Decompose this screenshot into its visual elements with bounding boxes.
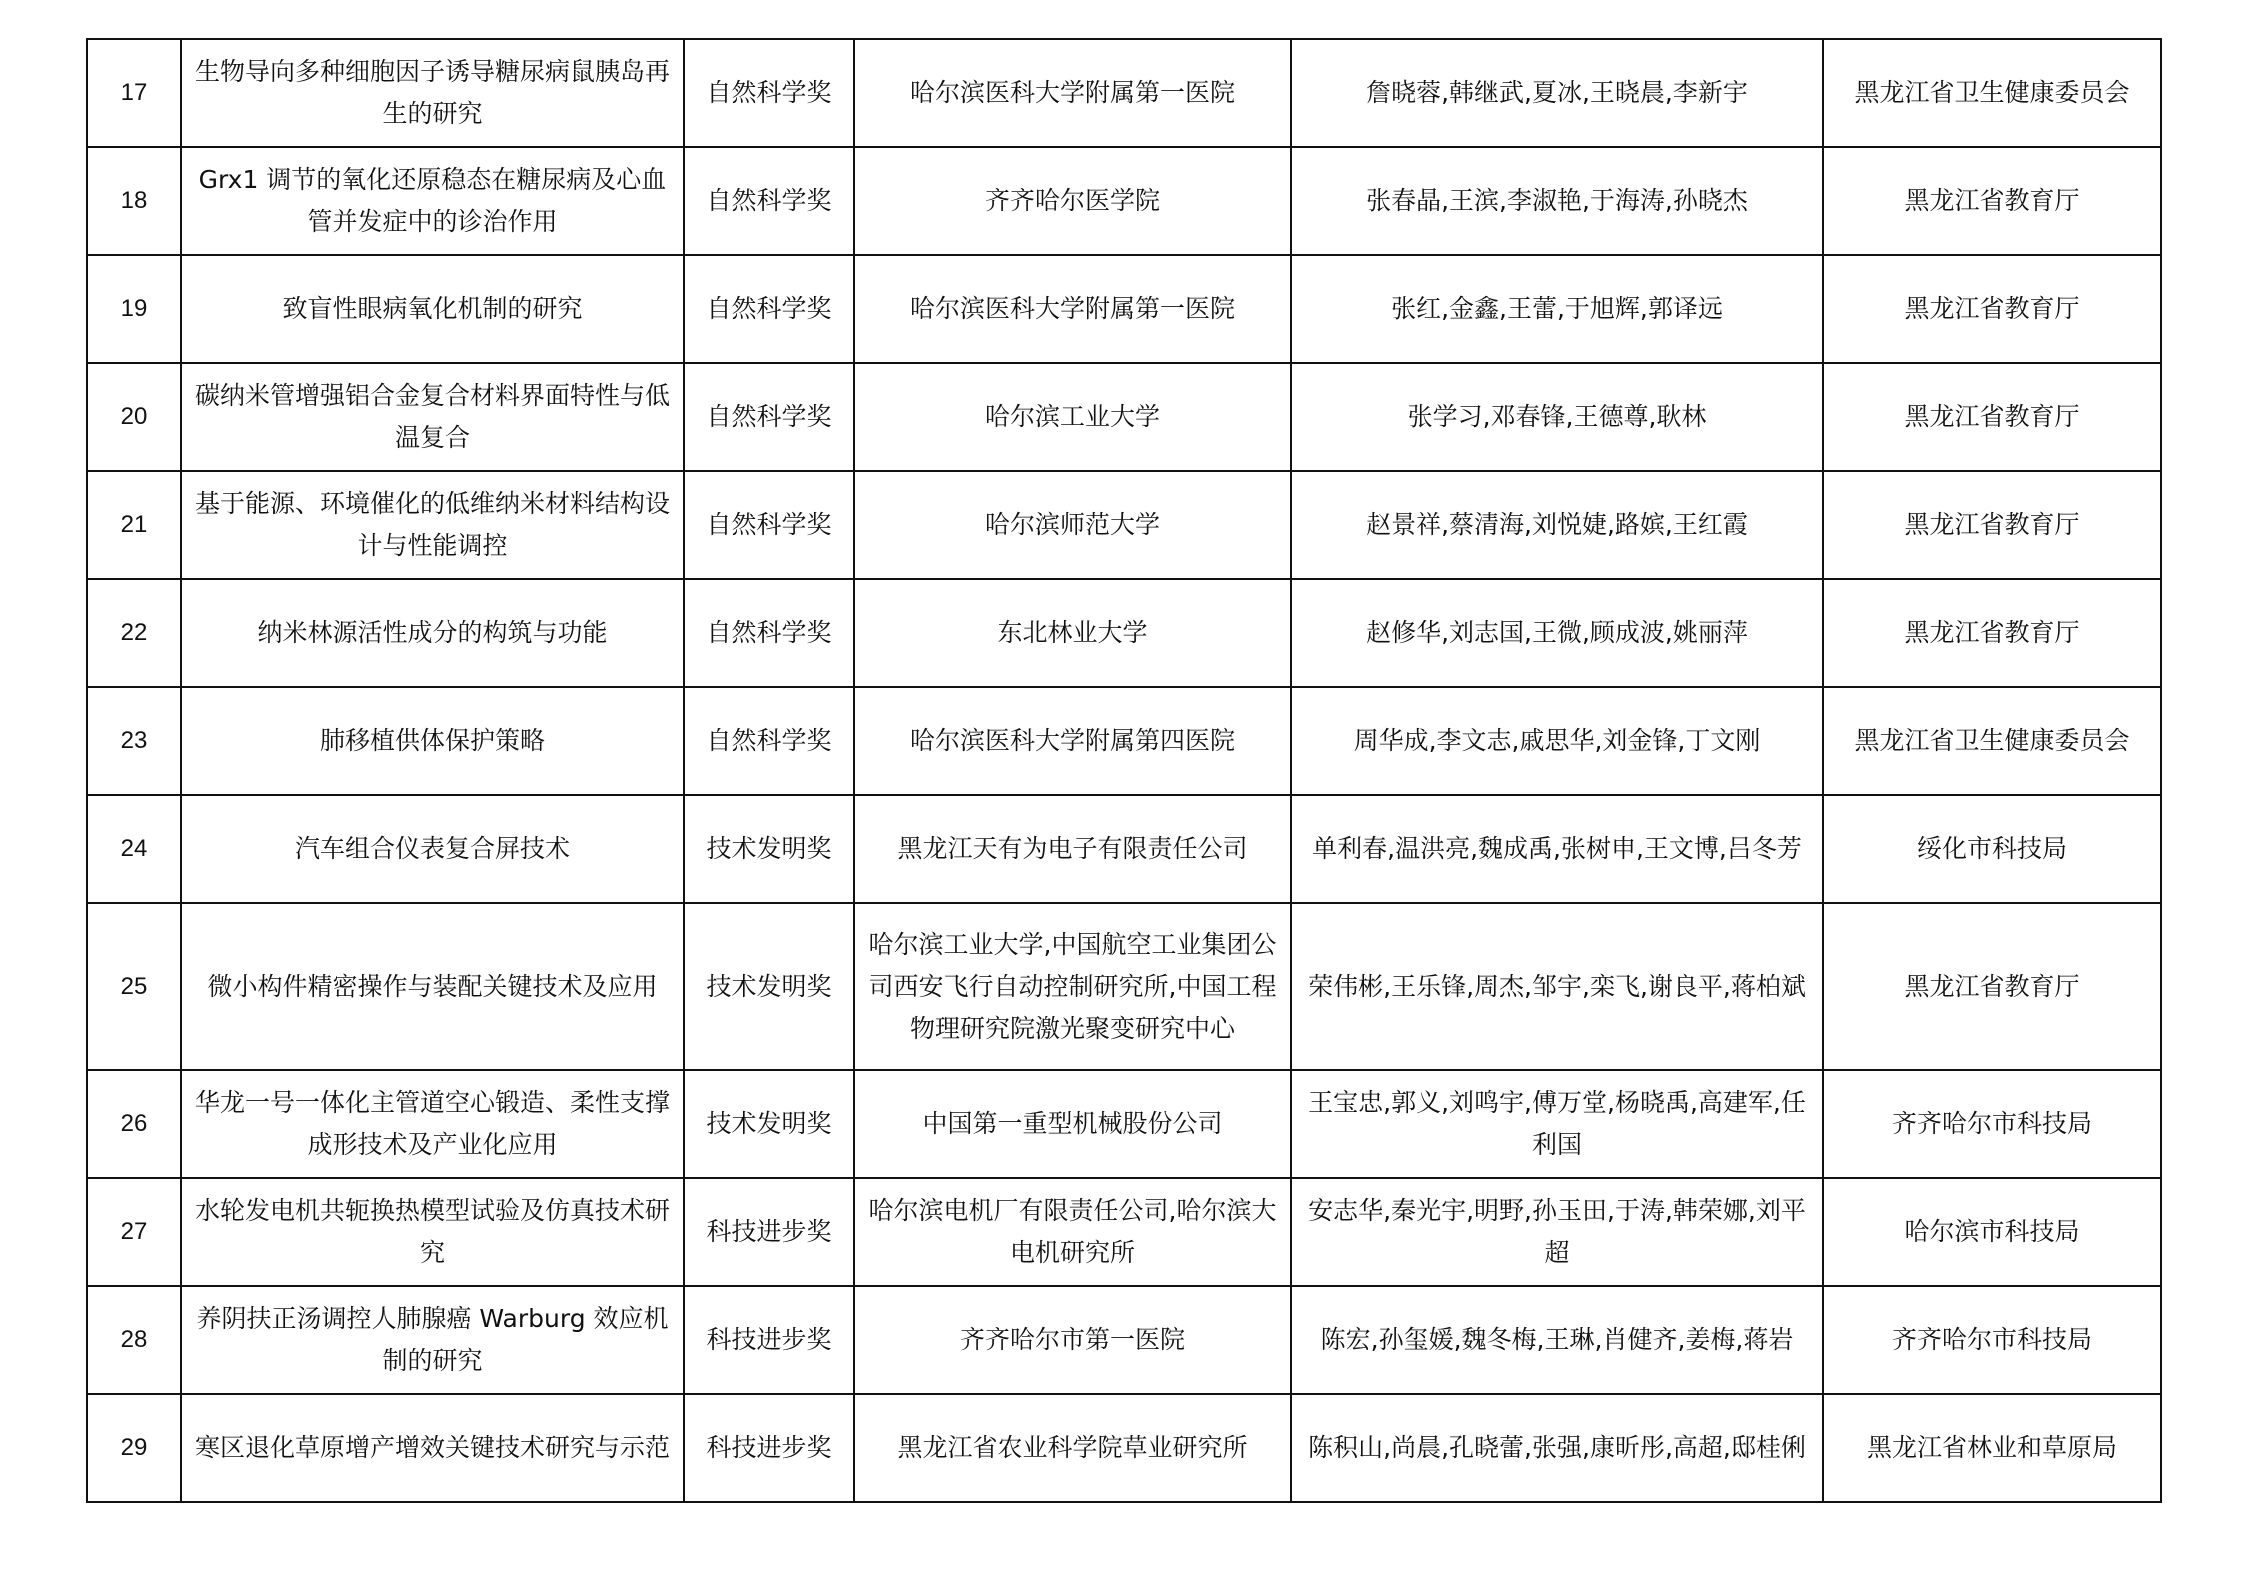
nominating-unit: 黑龙江省教育厅	[1823, 255, 2161, 363]
award-type: 科技进步奖	[684, 1178, 854, 1286]
row-number: 28	[87, 1286, 181, 1394]
nominating-unit: 黑龙江省卫生健康委员会	[1823, 39, 2161, 147]
award-type: 自然科学奖	[684, 687, 854, 795]
completing-unit: 哈尔滨医科大学附属第四医院	[854, 687, 1291, 795]
nominating-unit: 黑龙江省教育厅	[1823, 363, 2161, 471]
completing-unit: 东北林业大学	[854, 579, 1291, 687]
row-number: 18	[87, 147, 181, 255]
completing-unit: 哈尔滨师范大学	[854, 471, 1291, 579]
project-name: 生物导向多种细胞因子诱导糖尿病鼠胰岛再生的研究	[181, 39, 684, 147]
nominating-unit: 齐齐哈尔市科技局	[1823, 1070, 2161, 1178]
award-type: 科技进步奖	[684, 1286, 854, 1394]
nominating-unit: 黑龙江省卫生健康委员会	[1823, 687, 2161, 795]
row-number: 20	[87, 363, 181, 471]
completing-people: 张学习,邓春锋,王德尊,耿林	[1291, 363, 1823, 471]
table-row	[87, 579, 2161, 687]
completing-unit: 哈尔滨医科大学附属第一医院	[854, 39, 1291, 147]
nominating-unit: 黑龙江省教育厅	[1823, 579, 2161, 687]
award-type: 技术发明奖	[684, 1070, 854, 1178]
table-row	[87, 255, 2161, 363]
completing-people: 张红,金鑫,王蕾,于旭辉,郭译远	[1291, 255, 1823, 363]
table-row	[87, 795, 2161, 903]
award-type: 自然科学奖	[684, 471, 854, 579]
completing-unit: 哈尔滨工业大学	[854, 363, 1291, 471]
completing-people: 王宝忠,郭义,刘鸣宇,傅万堂,杨晓禹,高建军,任利国	[1291, 1070, 1823, 1178]
table-row	[87, 147, 2161, 255]
completing-people: 安志华,秦光宇,明野,孙玉田,于涛,韩荣娜,刘平超	[1291, 1178, 1823, 1286]
table-row	[87, 1286, 2161, 1394]
table-row	[87, 363, 2161, 471]
row-number: 22	[87, 579, 181, 687]
completing-people: 张春晶,王滨,李淑艳,于海涛,孙晓杰	[1291, 147, 1823, 255]
project-name: 水轮发电机共轭换热模型试验及仿真技术研究	[181, 1178, 684, 1286]
project-name: 碳纳米管增强铝合金复合材料界面特性与低温复合	[181, 363, 684, 471]
award-type: 自然科学奖	[684, 147, 854, 255]
row-number: 27	[87, 1178, 181, 1286]
completing-unit: 黑龙江省农业科学院草业研究所	[854, 1394, 1291, 1502]
row-number: 21	[87, 471, 181, 579]
award-type: 自然科学奖	[684, 579, 854, 687]
completing-unit: 哈尔滨工业大学,中国航空工业集团公司西安飞行自动控制研究所,中国工程物理研究院激光聚变研究中心	[854, 903, 1291, 1070]
project-name: 汽车组合仪表复合屏技术	[181, 795, 684, 903]
row-number: 29	[87, 1394, 181, 1502]
table-row	[87, 1178, 2161, 1286]
completing-people: 陈宏,孙玺媛,魏冬梅,王琳,肖健齐,姜梅,蒋岩	[1291, 1286, 1823, 1394]
table-row	[87, 687, 2161, 795]
table-row	[87, 39, 2161, 147]
award-table	[86, 38, 2162, 1503]
table-row	[87, 903, 2161, 1070]
project-name: 寒区退化草原增产增效关键技术研究与示范	[181, 1394, 684, 1502]
nominating-unit: 黑龙江省教育厅	[1823, 147, 2161, 255]
project-name: 微小构件精密操作与装配关键技术及应用	[181, 903, 684, 1070]
completing-unit: 哈尔滨医科大学附属第一医院	[854, 255, 1291, 363]
completing-unit: 中国第一重型机械股份公司	[854, 1070, 1291, 1178]
row-number: 24	[87, 795, 181, 903]
completing-people: 赵修华,刘志国,王微,顾成波,姚丽萍	[1291, 579, 1823, 687]
project-name: 肺移植供体保护策略	[181, 687, 684, 795]
row-number: 19	[87, 255, 181, 363]
table-row	[87, 1394, 2161, 1502]
award-type: 自然科学奖	[684, 363, 854, 471]
nominating-unit: 黑龙江省教育厅	[1823, 471, 2161, 579]
row-number: 25	[87, 903, 181, 1070]
completing-people: 陈积山,尚晨,孔晓蕾,张强,康昕彤,高超,邸桂俐	[1291, 1394, 1823, 1502]
nominating-unit: 齐齐哈尔市科技局	[1823, 1286, 2161, 1394]
table-row	[87, 471, 2161, 579]
row-number: 26	[87, 1070, 181, 1178]
award-type: 技术发明奖	[684, 903, 854, 1070]
completing-people: 詹晓蓉,韩继武,夏冰,王晓晨,李新宇	[1291, 39, 1823, 147]
completing-people: 周华成,李文志,戚思华,刘金锋,丁文刚	[1291, 687, 1823, 795]
completing-unit: 哈尔滨电机厂有限责任公司,哈尔滨大电机研究所	[854, 1178, 1291, 1286]
project-name: 基于能源、环境催化的低维纳米材料结构设计与性能调控	[181, 471, 684, 579]
project-name: Grx1 调节的氧化还原稳态在糖尿病及心血管并发症中的诊治作用	[181, 147, 684, 255]
completing-unit: 黑龙江天有为电子有限责任公司	[854, 795, 1291, 903]
nominating-unit: 绥化市科技局	[1823, 795, 2161, 903]
project-name: 纳米林源活性成分的构筑与功能	[181, 579, 684, 687]
award-type: 科技进步奖	[684, 1394, 854, 1502]
completing-unit: 齐齐哈尔市第一医院	[854, 1286, 1291, 1394]
table-row	[87, 1070, 2161, 1178]
row-number: 17	[87, 39, 181, 147]
project-name: 养阴扶正汤调控人肺腺癌 Warburg 效应机制的研究	[181, 1286, 684, 1394]
project-name: 华龙一号一体化主管道空心锻造、柔性支撑成形技术及产业化应用	[181, 1070, 684, 1178]
completing-people: 赵景祥,蔡清海,刘悦婕,路嫔,王红霞	[1291, 471, 1823, 579]
nominating-unit: 黑龙江省林业和草原局	[1823, 1394, 2161, 1502]
award-type: 自然科学奖	[684, 39, 854, 147]
project-name: 致盲性眼病氧化机制的研究	[181, 255, 684, 363]
completing-people: 单利春,温洪亮,魏成禹,张树申,王文博,吕冬芳	[1291, 795, 1823, 903]
nominating-unit: 黑龙江省教育厅	[1823, 903, 2161, 1070]
completing-people: 荣伟彬,王乐锋,周杰,邹宇,栾飞,谢良平,蒋柏斌	[1291, 903, 1823, 1070]
award-type: 自然科学奖	[684, 255, 854, 363]
completing-unit: 齐齐哈尔医学院	[854, 147, 1291, 255]
nominating-unit: 哈尔滨市科技局	[1823, 1178, 2161, 1286]
award-type: 技术发明奖	[684, 795, 854, 903]
row-number: 23	[87, 687, 181, 795]
